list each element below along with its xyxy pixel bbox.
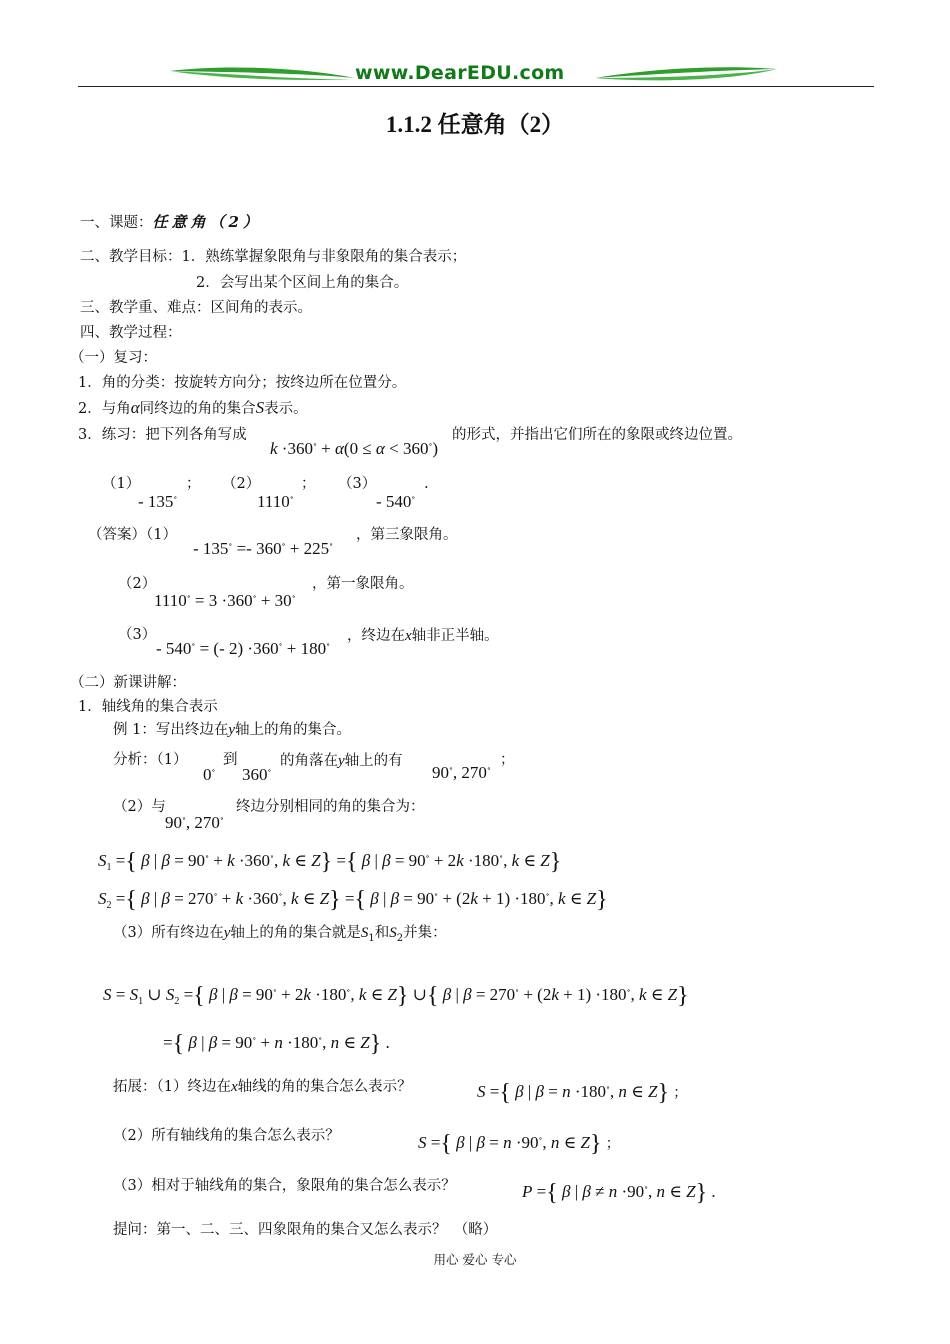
answer-2-text: ，第一象限角。 [312, 576, 414, 592]
section-2-label: 二、教学目标： [80, 249, 182, 265]
set-s2-formula: $S_2$ ={ β | β = 270∘ + k ·360∘, k ∈ Z} ={ β | β = 90∘ + (2k + 1) ·180∘, k ∈ Z} [98, 887, 608, 913]
analysis-end: ； [500, 752, 515, 768]
section-4: 四、教学过程： [80, 325, 182, 341]
point-3: （3）所有终边在y轴上的角的集合就是$S_1$和$S_2$并集： [113, 925, 447, 944]
answer-1-formula: - 135∘ =- 360∘ + 225∘ [193, 539, 334, 558]
analysis-360: 360∘ [242, 765, 272, 784]
analysis-to: 到 [223, 752, 238, 768]
alpha-symbol: α [130, 398, 140, 417]
goal-2: 2．会写出某个区间上角的集合。 [196, 275, 409, 291]
review-item-3: 3．练习：把下列各角写成 [78, 427, 247, 443]
exercise-3-value: - 540∘ [376, 492, 416, 511]
answer-2-formula: 1110∘ = 3 ·360∘ + 30∘ [154, 591, 296, 610]
point-2-values: 90∘, 270∘ [165, 813, 224, 832]
newlesson-heading: （二）新课讲解： [70, 675, 186, 691]
answer-label: （答案）（1） [88, 527, 177, 543]
extension-2-formula: S ={ β | β = n ·90∘, n ∈ Z} ； [418, 1131, 620, 1157]
sep-2: ； [301, 476, 316, 492]
answer-1-text: ，第三象限角。 [356, 527, 458, 543]
extension-3: （3）相对于轴线角的集合，象限角的集合怎么表示？ [113, 1178, 456, 1194]
exercise-1-value: - 135∘ [138, 492, 178, 511]
header-rule [78, 86, 874, 87]
section-3: 三、教学重、难点：区间角的表示。 [80, 300, 312, 316]
end-dot: . [424, 476, 429, 492]
y-symbol: y [228, 722, 236, 738]
analysis-mid: 的角落在y轴上的有 [280, 753, 403, 769]
analysis-prefix: 分析：（1） [113, 752, 188, 768]
point-2-prefix: （2）与 [113, 799, 166, 815]
answer-3-label: （3） [118, 627, 157, 643]
analysis-zero: 0∘ [203, 765, 216, 784]
review-item-2: 2．与角α同终边的角的集合S表示。 [78, 398, 308, 417]
extension-1: 拓展：（1）终边在x轴线的角的集合怎么表示？ [113, 1079, 412, 1095]
page-title: 1.1.2 任意角（2） [385, 112, 565, 137]
analysis-values: 90∘, 270∘ [432, 763, 491, 782]
x-symbol: x [405, 628, 412, 644]
answer-3-text: ，终边在x轴非正半轴。 [347, 628, 499, 644]
extension-3-formula: P ={ β | β ≠ n ·90∘, n ∈ Z} . [522, 1180, 716, 1206]
set-s-symbol: S [255, 398, 265, 417]
extension-1-formula: S ={ β | β = n ·180∘, n ∈ Z} ； [477, 1080, 688, 1106]
extension-2: （2）所有轴线角的集合怎么表示？ [113, 1128, 340, 1144]
union-formula: $S = S_1$ ∪ $S_2$ ={ β | β = 90∘ + 2k ·180∘, k ∈ Z} ∪{ β | β = 270∘ + (2k + 1) ·180∘, k ∈ Z} [103, 983, 689, 1009]
exercise-3-label: （3） [338, 476, 377, 492]
set-s1-formula: $S_1$ ={ β | β = 90∘ + k ·360∘, k ∈ Z} ={ β | β = 90∘ + 2k ·180∘, k ∈ Z} [98, 849, 562, 875]
topic-title: 任意角（2） [152, 213, 262, 231]
union-result-formula: ={ β | β = 90∘ + n ·180∘, n ∈ Z} . [163, 1031, 390, 1057]
section-1-label: 一、课题： [80, 215, 153, 231]
goal-1: 1．熟练掌握象限角与非象限角的集合表示； [181, 249, 467, 265]
exercise-2-label: （2） [222, 476, 261, 492]
answer-2-label: （2） [118, 576, 157, 592]
exercise-2-value: 1110∘ [257, 492, 294, 511]
review-item-3-tail: 的形式，并指出它们所在的象限或终边位置。 [452, 427, 742, 443]
form-formula: k ·360∘ + α(0 ≤ α < 360∘) [270, 439, 439, 458]
answer-3-formula: - 540∘ = (- 2) ·360∘ + 180∘ [156, 639, 331, 658]
section-2 [80, 247, 466, 267]
newlesson-sub-1: 1．轴线角的集合表示 [78, 699, 218, 715]
footer-text: 用心 爱心 专心 [433, 1252, 517, 1267]
review-heading: （一）复习： [70, 350, 157, 366]
sep-1: ； [186, 476, 201, 492]
review-item-1: 1．角的分类：按旋转方向分；按终边所在位置分。 [78, 375, 407, 391]
section-1 [80, 212, 262, 233]
logo-text: www.DearEDU.com [355, 62, 565, 84]
point-2-text: 终边分别相同的角的集合为： [236, 799, 425, 815]
example-1: 例 1：写出终边在y轴上的角的集合。 [113, 722, 352, 738]
question: 提问：第一、二、三、四象限角的集合又怎么表示？ （略） [113, 1222, 498, 1238]
exercise-1-label: （1） [102, 476, 141, 492]
